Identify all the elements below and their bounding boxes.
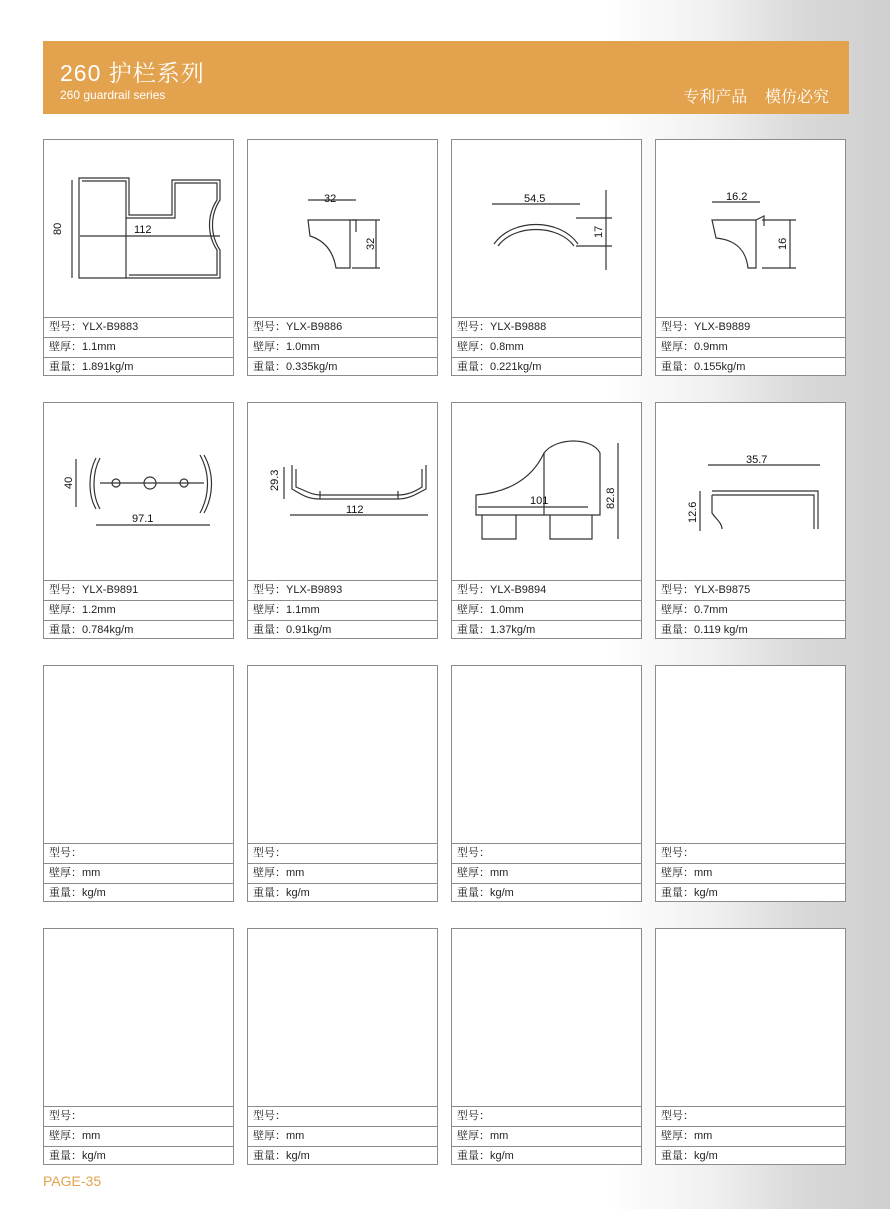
- profile-drawing-empty: [248, 929, 437, 1106]
- profile-drawing: [44, 403, 233, 580]
- profile-drawing-empty: [44, 666, 233, 843]
- product-card: [247, 139, 438, 376]
- spec-table: [44, 843, 233, 904]
- product-card: [43, 139, 234, 376]
- spec-table: [656, 317, 845, 378]
- profile-drawing-empty: [656, 929, 845, 1106]
- page-title: 260 护栏系列: [60, 60, 205, 86]
- spec-table: [452, 317, 641, 378]
- profile-drawing: [452, 140, 641, 317]
- dim-label: 29.3: [269, 469, 281, 491]
- product-card: [655, 665, 846, 902]
- weight-row: 重量：1.37kg/m: [452, 620, 641, 641]
- weight-row: 重量：0.155kg/m: [656, 357, 845, 378]
- dim-label: 40: [63, 476, 75, 489]
- profile-drawing: [248, 403, 437, 580]
- weight-row: 重量：kg/m: [44, 1146, 233, 1167]
- product-card: [655, 928, 846, 1165]
- product-card: [451, 139, 642, 376]
- spec-table: [656, 580, 845, 641]
- spec-table: [248, 1106, 437, 1167]
- model-row: 型号：YLX-B9894: [452, 580, 641, 600]
- product-card: [247, 928, 438, 1165]
- page-number: PAGE-35: [43, 1173, 102, 1189]
- weight-row: 重量：kg/m: [656, 1146, 845, 1167]
- spec-table: [248, 843, 437, 904]
- thickness-row: 壁厚：1.2mm: [44, 600, 233, 620]
- weight-row: 重量：1.891kg/m: [44, 357, 233, 378]
- thickness-row: 壁厚：0.9mm: [656, 337, 845, 357]
- dim-label: 112: [346, 504, 364, 516]
- model-row: 型号：YLX-B9886: [248, 317, 437, 337]
- dim-label: 16: [777, 237, 789, 250]
- spec-table: [656, 1106, 845, 1167]
- model-row: 型号：: [248, 843, 437, 863]
- thickness-row: 壁厚：0.8mm: [452, 337, 641, 357]
- model-row: 型号：YLX-B9883: [44, 317, 233, 337]
- model-row: 型号：: [656, 1106, 845, 1126]
- dim-label: 32: [324, 193, 337, 205]
- model-row: 型号：: [656, 843, 845, 863]
- thickness-row: 壁厚：1.0mm: [452, 600, 641, 620]
- thickness-row: 壁厚：1.1mm: [248, 600, 437, 620]
- product-card: [247, 402, 438, 639]
- thickness-row: 壁厚：mm: [452, 1126, 641, 1146]
- profile-drawing: [452, 403, 641, 580]
- dim-label: 80: [52, 222, 64, 235]
- model-row: 型号：: [44, 1106, 233, 1126]
- weight-row: 重量：kg/m: [44, 883, 233, 904]
- product-card: [451, 928, 642, 1165]
- product-card: [43, 928, 234, 1165]
- profile-drawing-empty: [656, 666, 845, 843]
- spec-table: [248, 317, 437, 378]
- product-card: [43, 402, 234, 639]
- profile-drawing-empty: [452, 666, 641, 843]
- weight-row: 重量：kg/m: [248, 1146, 437, 1167]
- model-row: 型号：YLX-B9875: [656, 580, 845, 600]
- dim-label: 32: [365, 237, 377, 250]
- thickness-row: 壁厚：mm: [656, 863, 845, 883]
- spec-table: [452, 580, 641, 641]
- thickness-row: 壁厚：mm: [44, 1126, 233, 1146]
- spec-table: [44, 580, 233, 641]
- weight-row: 重量：kg/m: [452, 1146, 641, 1167]
- dim-label: 12.6: [687, 501, 699, 523]
- spec-table: [248, 580, 437, 641]
- dim-label: 17: [593, 225, 605, 238]
- product-card: [451, 665, 642, 902]
- model-row: 型号：: [452, 1106, 641, 1126]
- profile-drawing: [656, 140, 845, 317]
- model-row: 型号：: [44, 843, 233, 863]
- model-row: 型号：YLX-B9891: [44, 580, 233, 600]
- profile-drawing: [44, 140, 233, 317]
- spec-table: [452, 1106, 641, 1167]
- spec-table: [44, 317, 233, 378]
- page-subtitle: 260 guardrail series: [60, 88, 166, 102]
- weight-row: 重量：0.784kg/m: [44, 620, 233, 641]
- profile-drawing: [656, 403, 845, 580]
- profile-drawing-empty: [248, 666, 437, 843]
- weight-row: 重量：0.119 kg/m: [656, 620, 845, 641]
- thickness-row: 壁厚：mm: [248, 1126, 437, 1146]
- weight-row: 重量：kg/m: [452, 883, 641, 904]
- thickness-row: 壁厚：0.7mm: [656, 600, 845, 620]
- dim-label: 112: [134, 224, 152, 236]
- weight-row: 重量：kg/m: [248, 883, 437, 904]
- model-row: 型号：YLX-B9888: [452, 317, 641, 337]
- patent-tagline: 专利产品 模仿必究: [683, 89, 829, 106]
- profile-drawing: [248, 140, 437, 317]
- model-row: 型号：YLX-B9893: [248, 580, 437, 600]
- model-row: 型号：YLX-B9889: [656, 317, 845, 337]
- spec-table: [44, 1106, 233, 1167]
- model-row: 型号：: [452, 843, 641, 863]
- weight-row: 重量：0.91kg/m: [248, 620, 437, 641]
- thickness-row: 壁厚：1.0mm: [248, 337, 437, 357]
- spec-table: [452, 843, 641, 904]
- dim-label: 101: [530, 495, 549, 507]
- profile-drawing-empty: [44, 929, 233, 1106]
- thickness-row: 壁厚：mm: [248, 863, 437, 883]
- thickness-row: 壁厚：mm: [656, 1126, 845, 1146]
- header-banner: [43, 41, 849, 114]
- dim-label: 97.1: [132, 513, 154, 525]
- product-card: [451, 402, 642, 639]
- thickness-row: 壁厚：1.1mm: [44, 337, 233, 357]
- thickness-row: 壁厚：mm: [44, 863, 233, 883]
- product-card: [247, 665, 438, 902]
- thickness-row: 壁厚：mm: [452, 863, 641, 883]
- dim-label: 54.5: [524, 193, 546, 205]
- product-card: [43, 665, 234, 902]
- model-row: 型号：: [248, 1106, 437, 1126]
- weight-row: 重量：kg/m: [656, 883, 845, 904]
- profile-drawing-empty: [452, 929, 641, 1106]
- dim-label: 35.7: [746, 454, 768, 466]
- product-card: [655, 402, 846, 639]
- weight-row: 重量：0.335kg/m: [248, 357, 437, 378]
- dim-label: 82.8: [605, 487, 617, 509]
- weight-row: 重量：0.221kg/m: [452, 357, 641, 378]
- spec-table: [656, 843, 845, 904]
- dim-label: 16.2: [726, 191, 748, 203]
- product-card: [655, 139, 846, 376]
